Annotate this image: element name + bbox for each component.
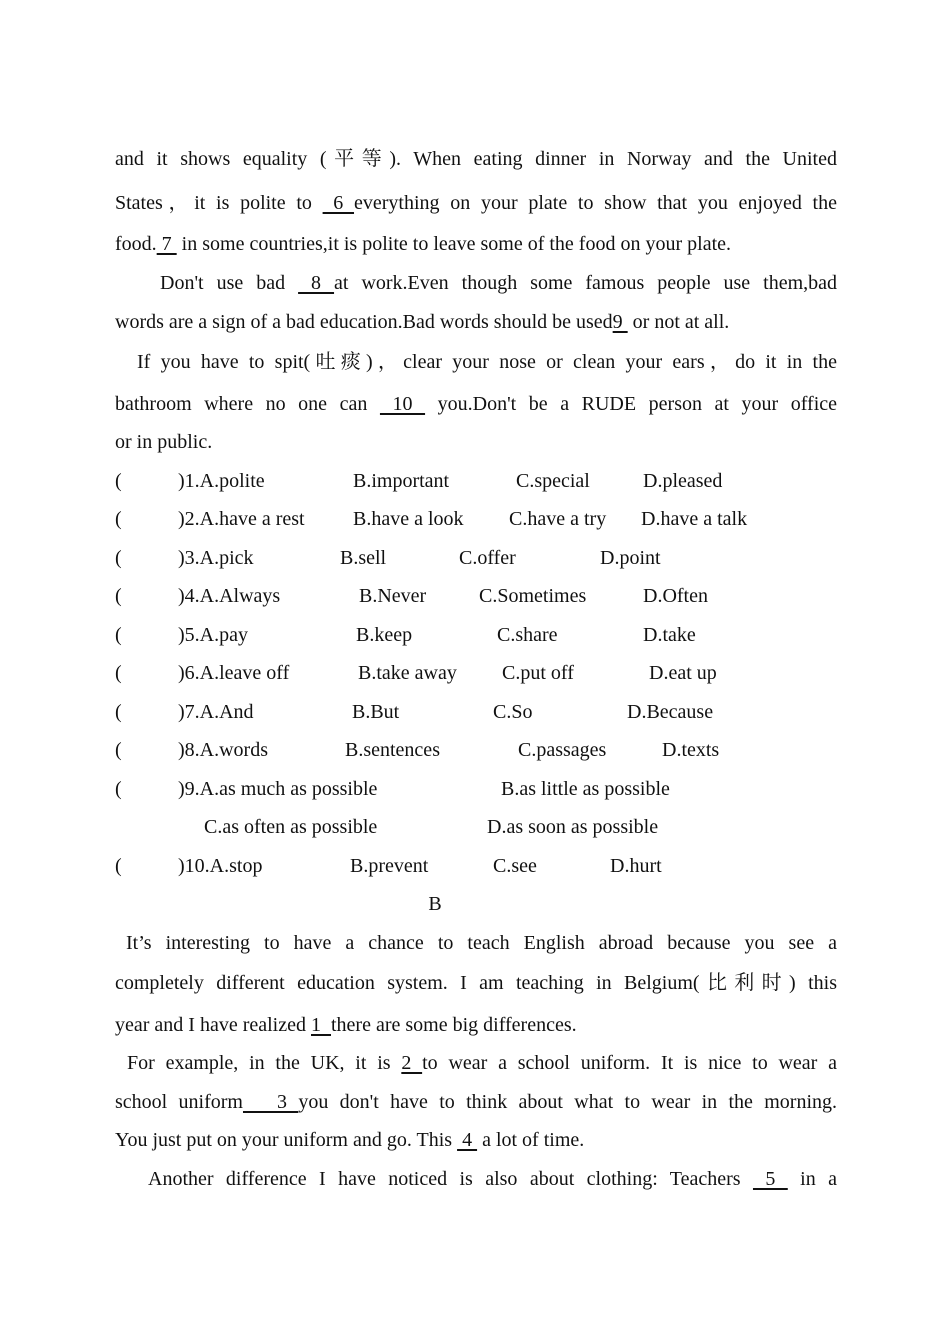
answer-paren: (	[115, 739, 122, 761]
passage-b-line-3	[115, 1013, 837, 1037]
passage-a-line-5	[115, 310, 837, 334]
blank-7: 7	[156, 233, 177, 255]
text: food.	[115, 233, 157, 255]
answer-paren: (	[115, 778, 122, 800]
question-row-5	[0, 623, 950, 647]
option-b: B.keep	[356, 624, 413, 646]
option-c: C.Sometimes	[479, 585, 587, 607]
text: completely different education system. I am teaching in Belgium(比利时) this	[115, 972, 837, 994]
option-b: B.as little as possible	[501, 778, 670, 800]
option-d: D.as soon as possible	[487, 816, 659, 838]
passage-b-line-5	[115, 1090, 837, 1114]
text: You just put on your uniform and go. This	[115, 1129, 458, 1151]
option-a: )6.A.leave off	[178, 662, 290, 684]
option-c: C.passages	[518, 739, 607, 761]
question-row-9-cont	[0, 815, 950, 839]
option-b: B.prevent	[350, 855, 429, 877]
passage-b-line-4	[127, 1051, 837, 1075]
option-a: )3.A.pick	[178, 547, 254, 569]
option-c: C.offer	[459, 547, 516, 569]
text: there are some big differences.	[331, 1014, 577, 1036]
answer-paren: (	[115, 470, 122, 492]
option-d: D.take	[643, 624, 696, 646]
text: to wear a school uniform. It is nice to wear a	[422, 1052, 838, 1074]
option-a: )4.A.Always	[178, 585, 281, 607]
text: or not at all.	[627, 311, 730, 333]
option-b: B.sell	[340, 547, 387, 569]
question-row-4	[0, 584, 950, 608]
answer-paren: (	[115, 855, 122, 877]
answer-paren: (	[115, 624, 122, 646]
option-d: D.Often	[643, 585, 708, 607]
option-c: C.as often as possible	[204, 816, 378, 838]
option-b: B.But	[352, 701, 400, 723]
option-d: D.point	[600, 547, 661, 569]
answer-paren: (	[115, 662, 122, 684]
text: words are a sign of a bad education.Bad words should be used	[115, 311, 613, 333]
text: year and I have realized	[115, 1014, 311, 1036]
option-d: D.Because	[627, 701, 714, 723]
text: If you have to spit(吐痰)，clear your nose or clean your ears，do it in the	[137, 351, 837, 373]
option-d: D.eat up	[649, 662, 717, 684]
option-c: C.see	[493, 855, 537, 877]
text: bathroom where no one can	[115, 393, 380, 415]
passage-a-line-4	[160, 271, 837, 295]
passage-b-line-7	[148, 1167, 837, 1191]
blank-10: 10	[379, 393, 426, 415]
option-a: )1.A.polite	[178, 470, 265, 492]
text: everything on your plate to show that you enjoyed the	[354, 192, 837, 214]
option-a: )5.A.pay	[178, 624, 248, 646]
option-b: B.have a look	[353, 508, 464, 530]
option-a: )10.A.stop	[178, 855, 263, 877]
text: you.Don't be a RUDE person at your office	[425, 393, 838, 415]
option-a: )7.A.And	[178, 701, 254, 723]
option-c: C.put off	[502, 662, 574, 684]
option-d: D.hurt	[610, 855, 662, 877]
option-b: B.Never	[359, 585, 427, 607]
question-row-3	[0, 546, 950, 570]
passage-a-line-6	[137, 350, 837, 374]
option-c: C.share	[497, 624, 558, 646]
text: a lot of time.	[477, 1129, 585, 1151]
question-row-7	[0, 700, 950, 724]
option-a: )9.A.as much as possible	[178, 778, 378, 800]
blank-4: 4	[457, 1129, 478, 1151]
blank-5: 5	[752, 1168, 788, 1190]
blank-2: 2	[401, 1052, 423, 1074]
section-b-heading: B	[428, 893, 442, 915]
passage-a-line-2	[115, 191, 837, 215]
text: Another difference I have noticed is also about clothing: Teachers	[148, 1168, 753, 1190]
text: in some countries,it is polite to leave some of the food on your plate.	[176, 233, 731, 255]
answer-paren: (	[115, 585, 122, 607]
blank-6: 6	[322, 192, 355, 214]
text: school uniform	[115, 1091, 243, 1113]
question-row-8	[0, 738, 950, 762]
option-c: C.have a try	[509, 508, 607, 530]
answer-paren: (	[115, 547, 122, 569]
question-row-9	[0, 777, 950, 801]
option-d: D.have a talk	[641, 508, 748, 530]
option-c: C.special	[516, 470, 590, 492]
text: It’s interesting to have a chance to teach English abroad because you see a	[126, 932, 837, 954]
passage-a-line-1	[115, 147, 837, 171]
passage-a-line-8	[115, 430, 837, 454]
passage-b-line-2	[115, 971, 837, 995]
answer-paren: (	[115, 508, 122, 530]
option-b: B.sentences	[345, 739, 440, 761]
blank-8: 8	[298, 272, 335, 294]
question-row-2	[0, 507, 950, 531]
option-b: B.take away	[358, 662, 457, 684]
text: and it shows equality (平等). When eating dinner in Norway and the United	[115, 148, 837, 170]
option-c: C.So	[493, 701, 533, 723]
text: at work.Even though some famous people use them,bad	[334, 272, 838, 294]
text: you don't have to think about what to wear in the morning.	[298, 1091, 838, 1113]
option-d: D.texts	[662, 739, 720, 761]
blank-1: 1	[311, 1014, 331, 1036]
option-b: B.important	[353, 470, 450, 492]
blank-9: 9	[612, 311, 628, 333]
question-row-1	[0, 469, 950, 493]
passage-a-line-7	[115, 392, 837, 416]
option-a: )2.A.have a rest	[178, 508, 305, 530]
text: States，it is polite to	[115, 192, 323, 214]
text: Don't use bad	[160, 272, 299, 294]
passage-b-line-6	[115, 1128, 837, 1152]
passage-b-line-1	[126, 931, 837, 955]
text: in a	[787, 1168, 837, 1190]
option-d: D.pleased	[643, 470, 723, 492]
passage-a-line-3	[115, 232, 837, 256]
answer-paren: (	[115, 701, 122, 723]
question-row-10	[0, 854, 950, 878]
question-row-6	[0, 661, 950, 685]
text: For example, in the UK, it is	[127, 1052, 402, 1074]
option-a: )8.A.words	[178, 739, 268, 761]
blank-3: 3	[242, 1091, 299, 1113]
text: or in public.	[115, 431, 213, 453]
